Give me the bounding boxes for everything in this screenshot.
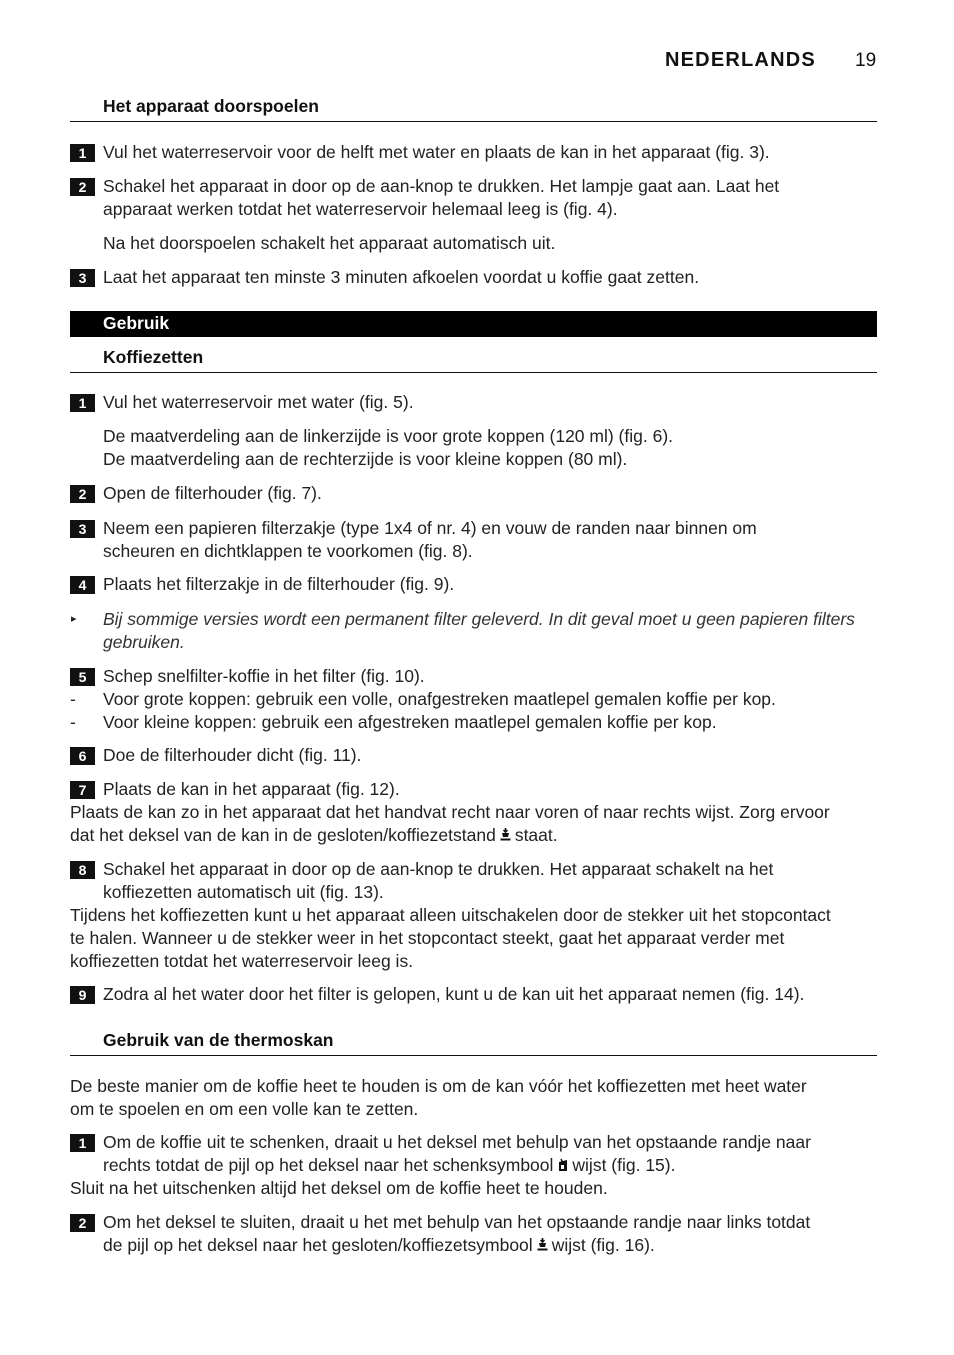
step-text: Plaats het filterzakje in de filterhouder (fig. 9). xyxy=(103,574,455,594)
step-text: scheuren en dichtklappen te voorkomen (fig. 8). xyxy=(103,541,473,561)
note-text: staat. xyxy=(514,825,558,845)
pour-symbol-icon xyxy=(556,1157,569,1173)
heading-thermoskan: Gebruik van de thermoskan xyxy=(103,1030,334,1050)
step-text-line xyxy=(103,1234,655,1257)
step-number: 1 xyxy=(70,144,95,162)
dash-bullet: - xyxy=(70,712,76,732)
section-bar-label: Gebruik xyxy=(103,313,170,333)
heading-rule xyxy=(70,121,877,122)
step-number: 5 xyxy=(70,668,95,686)
heading-koffiezetten: Koffiezetten xyxy=(103,347,204,367)
step-text: wijst (fig. 16). xyxy=(551,1235,655,1255)
step-text: Neem een papieren filterzakje (type 1x4 of nr. 4) en vouw de randen naar binnen om xyxy=(103,518,757,538)
step-text: Om het deksel te sluiten, draait u het met behulp van het opstaande randje naar links totdat xyxy=(103,1212,811,1232)
note-text: te halen. Wanneer u de stekker weer in het stopcontact steekt, gaat het apparaat verder met xyxy=(70,928,785,948)
step-text: Zodra al het water door het filter is gelopen, kunt u de kan uit het apparaat nemen (fig. 14). xyxy=(103,984,805,1004)
page-number: 19 xyxy=(855,50,877,71)
step-number: 3 xyxy=(70,520,95,538)
step-text: Doe de filterhouder dicht (fig. 11). xyxy=(103,745,362,765)
step-number: 9 xyxy=(70,986,95,1004)
note-text: Plaats de kan zo in het apparaat dat het handvat recht naar voren of naar rechts wijst. Zorg ervoor xyxy=(70,802,830,822)
step-text: apparaat werken totdat het waterreservoir helemaal leeg is (fig. 4). xyxy=(103,199,618,219)
tip-text: gebruiken. xyxy=(103,632,185,652)
step-text: de pijl op het deksel naar het gesloten/koffiezetsymbool xyxy=(103,1235,533,1255)
step-text: wijst (fig. 15). xyxy=(572,1155,676,1175)
step-text: Vul het waterreservoir voor de helft met water en plaats de kan in het apparaat (fig. 3). xyxy=(103,142,770,162)
step-text: Vul het waterreservoir met water (fig. 5). xyxy=(103,392,414,412)
intro-text: om te spoelen en om een volle kan te zetten. xyxy=(70,1099,419,1119)
step-text: koffiezetten automatisch uit (fig. 13). xyxy=(103,882,384,902)
step-number: 3 xyxy=(70,269,95,287)
step-number: 1 xyxy=(70,1134,95,1152)
step-number: 8 xyxy=(70,861,95,879)
note-text: Sluit na het uitschenken altijd het deksel om de koffie heet te houden. xyxy=(70,1178,608,1198)
heading-rule xyxy=(70,372,877,373)
heading-rule xyxy=(70,1055,877,1056)
note-text: De maatverdeling aan de linkerzijde is voor grote koppen (120 ml) (fig. 6). xyxy=(103,426,674,446)
step-text: Plaats de kan in het apparaat (fig. 12). xyxy=(103,779,400,799)
note-text-line xyxy=(70,824,558,847)
header-language: NEDERLANDS xyxy=(665,49,816,71)
step-number: 2 xyxy=(70,178,95,196)
closed-brew-symbol-icon xyxy=(536,1237,549,1253)
step-number: 2 xyxy=(70,1214,95,1232)
step-text: Open de filterhouder (fig. 7). xyxy=(103,483,322,503)
heading-rinse: Het apparaat doorspoelen xyxy=(103,96,319,116)
step-number: 4 xyxy=(70,576,95,594)
note-text: De maatverdeling aan de rechterzijde is voor kleine koppen (80 ml). xyxy=(103,449,628,469)
bullet-text: Voor grote koppen: gebruik een volle, onafgestreken maatlepel gemalen koffie per kop. xyxy=(103,689,776,709)
step-number: 1 xyxy=(70,394,95,412)
intro-text: De beste manier om de koffie heet te houden is om de kan vóór het koffiezetten met heet water xyxy=(70,1076,807,1096)
step-number: 2 xyxy=(70,485,95,503)
step-text: rechts totdat de pijl op het deksel naar het schenksymbool xyxy=(103,1155,554,1175)
note-text: dat het deksel van de kan in de gesloten/koffiezetstand xyxy=(70,825,496,845)
step-text-line xyxy=(103,1154,675,1177)
step-text: Om de koffie uit te schenken, draait u het deksel met behulp van het opstaande randje naar xyxy=(103,1132,811,1152)
section-bar-gebruik xyxy=(70,311,877,337)
note-text: Na het doorspoelen schakelt het apparaat automatisch uit. xyxy=(103,233,556,253)
note-text: Tijdens het koffiezetten kunt u het apparaat alleen uitschakelen door de stekker uit het stopcontact xyxy=(70,905,831,925)
note-text: koffiezetten totdat het waterreservoir leeg is. xyxy=(70,951,414,971)
bullet-text: Voor kleine koppen: gebruik een afgestreken maatlepel gemalen koffie per kop. xyxy=(103,712,717,732)
closed-brew-symbol-icon xyxy=(499,827,512,843)
tip-text: Bij sommige versies wordt een permanent filter geleverd. In dit geval moet u geen papieren filters xyxy=(103,609,855,629)
step-number: 7 xyxy=(70,781,95,799)
step-text: Schakel het apparaat in door op de aan-knop te drukken. Het lampje gaat aan. Laat het xyxy=(103,176,780,196)
dash-bullet: - xyxy=(70,689,76,709)
step-text: Schakel het apparaat in door op de aan-knop te drukken. Het apparaat schakelt na het xyxy=(103,859,774,879)
tip-bullet-icon: ▸ xyxy=(71,613,77,625)
step-text: Laat het apparaat ten minste 3 minuten afkoelen voordat u koffie gaat zetten. xyxy=(103,267,700,287)
step-text: Schep snelfilter-koffie in het filter (fig. 10). xyxy=(103,666,425,686)
step-number: 6 xyxy=(70,747,95,765)
